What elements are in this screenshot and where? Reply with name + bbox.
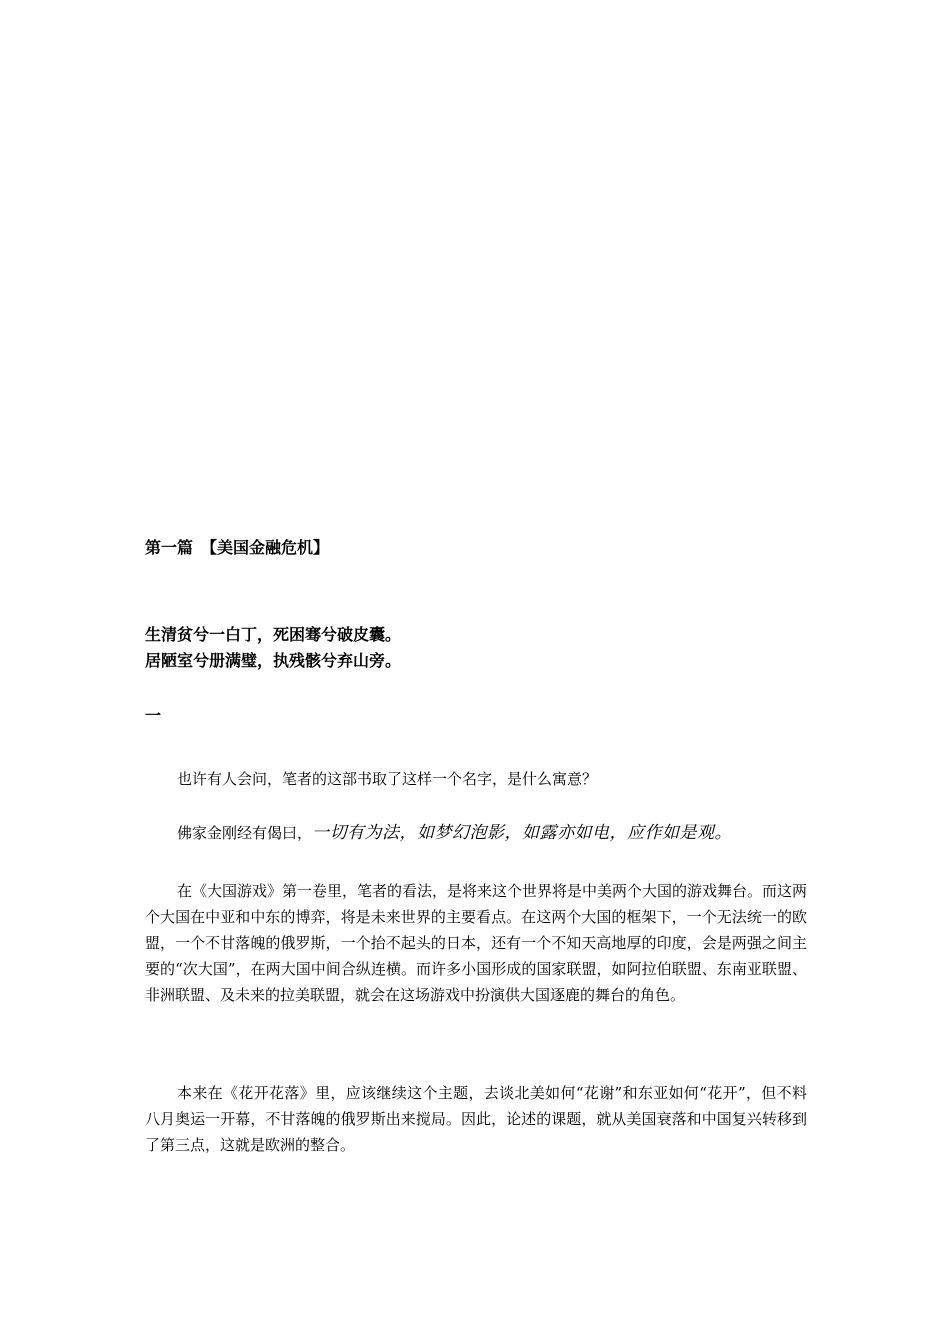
section-number: 一	[145, 706, 162, 725]
paragraph: 在《大国游戏》第一卷里，笔者的看法，是将来这个世界将是中美两个大国的游戏舞台。而这两个大国在中亚和中东的博弈，将是未来世界的主要看点。在这两个大国的框架下，一个无法统一的欧盟，一个不甘落魄的俄罗斯，一个抬不起头的日本，还有一个不知天高地厚的印度，会是两强之间主要的“次大国”，在两大国中间合纵连横。而许多小国形成的国家联盟，如阿拉伯联盟、东南亚联盟、非洲联盟、及未来的拉美联盟，就会在这场游戏中扮演供大国逐鹿的舞台的角色。	[145, 882, 808, 1004]
chapter-title: 第一篇 【美国金融危机】	[145, 538, 330, 557]
poem-line: 生清贫兮一白丁，死困骞兮破皮囊。	[145, 625, 402, 644]
paragraph-text: 佛家金刚经有偈曰，	[177, 824, 313, 842]
poem	[145, 622, 401, 674]
paragraph: 本来在《花开花落》里，应该继续这个主题，去谈北美如何“花谢”和东亚如何“花开”，但不料八月奥运一开幕，不甘落魄的俄罗斯出来搅局。因此，论述的课题，就从美国衰落和中国复兴转移到了第三点，这就是欧洲的整合。	[145, 1084, 807, 1154]
sutra-quote: 一切有为法，如梦幻泡影，如露亦如电，应作如是观。	[312, 823, 733, 843]
paragraph: 也许有人会问，笔者的这部书取了这样一个名字，是什么寓意？	[177, 770, 598, 788]
poem-line: 居陋室兮册满璧，执残骸兮弃山旁。	[145, 651, 402, 670]
paragraph	[145, 820, 807, 846]
